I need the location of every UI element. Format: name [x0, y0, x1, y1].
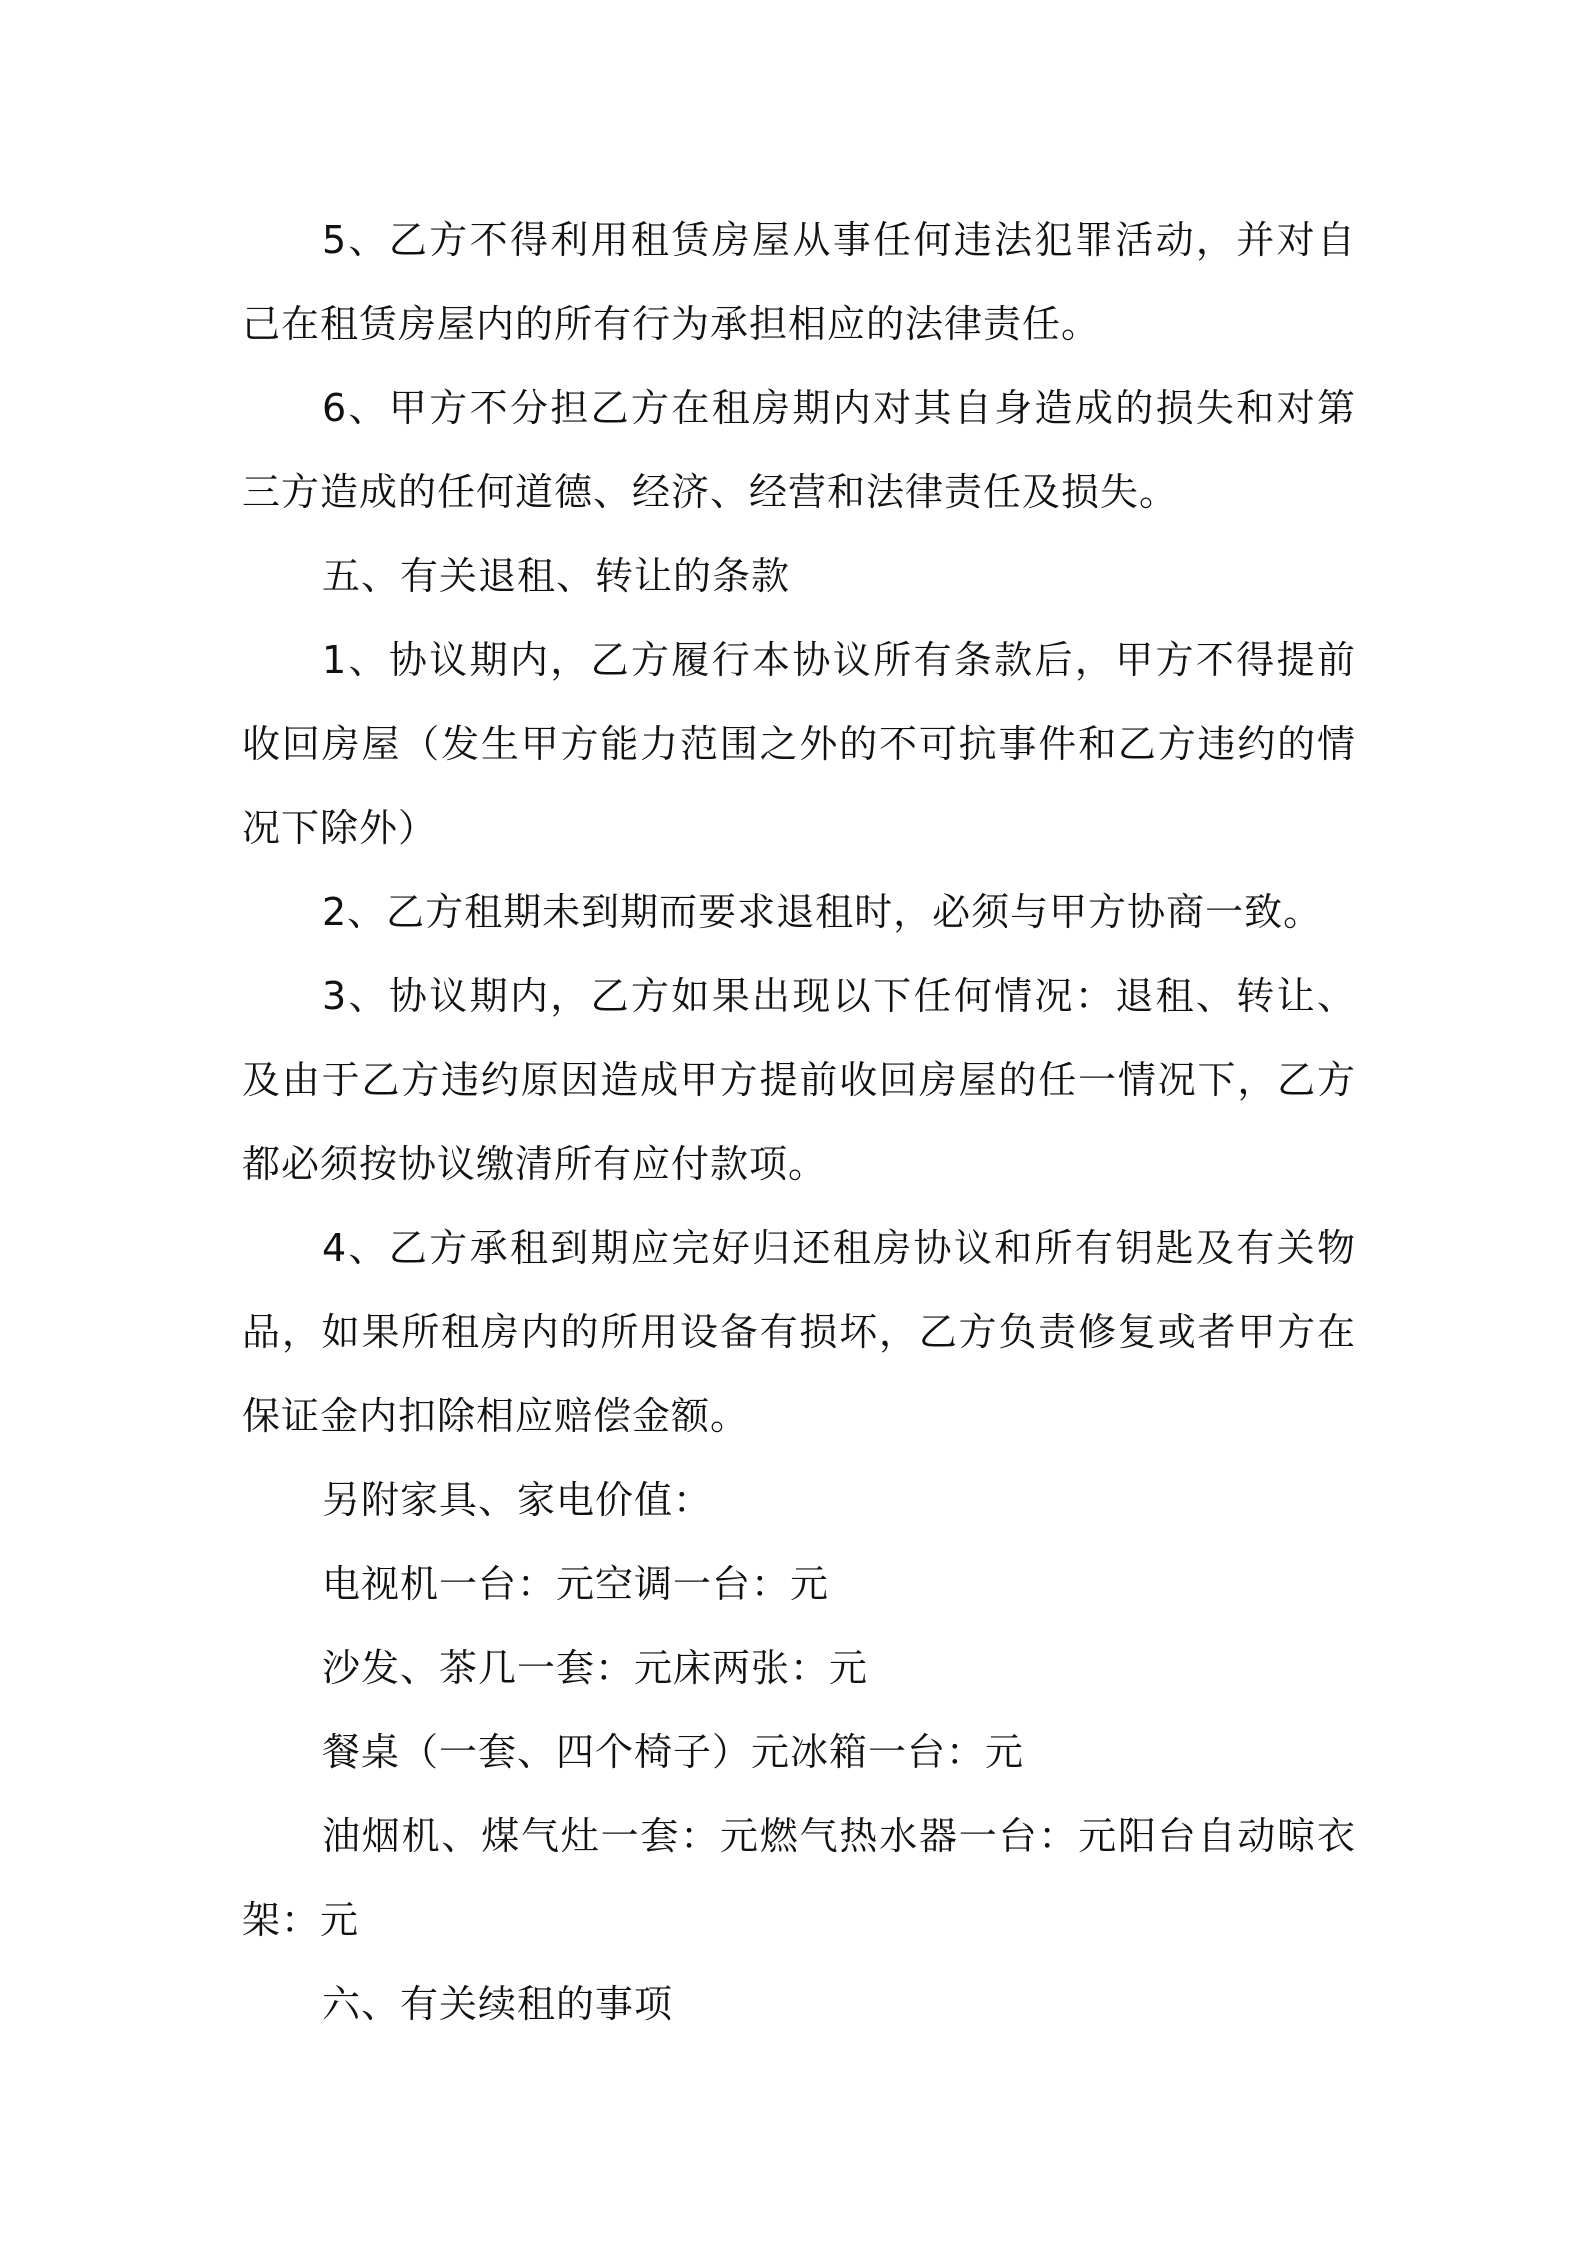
furniture-line-3: 餐桌（一套、四个椅子）元冰箱一台：元: [322, 1730, 1025, 1774]
section-heading-renewal: 六、有关续租的事项: [322, 1982, 674, 2026]
section-heading-termination: 五、有关退租、转让的条款: [322, 554, 791, 598]
document-body: [242, 198, 1356, 2046]
furniture-value-heading: 另附家具、家电价值：: [322, 1478, 713, 1522]
furniture-line-4: 油烟机、煤气灶一套：元燃气热水器一台：元阳台自动晾衣架：元: [242, 1814, 1356, 1942]
clause-6: 6、甲方不分担乙方在租房期内对其自身造成的损失和对第三方造成的任何道德、经济、经营和法律责任及损失。: [242, 386, 1356, 514]
clause-5: 5、乙方不得利用租赁房屋从事任何违法犯罪活动，并对自己在租赁房屋内的所有行为承担相应的法律责任。: [242, 218, 1356, 346]
termination-clause-3: 3、协议期内，乙方如果出现以下任何情况：退租、转让、及由于乙方违约原因造成甲方提前收回房屋的任一情况下，乙方都必须按协议缴清所有应付款项。: [242, 974, 1356, 1186]
furniture-line-2: 沙发、茶几一套：元床两张：元: [322, 1646, 869, 1690]
termination-clause-2: 2、乙方租期未到期而要求退租时，必须与甲方协商一致。: [322, 890, 1323, 934]
furniture-line-1: 电视机一台：元空调一台：元: [322, 1562, 830, 1606]
termination-clause-4: 4、乙方承租到期应完好归还租房协议和所有钥匙及有关物品，如果所租房内的所用设备有损坏，乙方负责修复或者甲方在保证金内扣除相应赔偿金额。: [242, 1226, 1356, 1438]
termination-clause-1: 1、协议期内，乙方履行本协议所有条款后，甲方不得提前收回房屋（发生甲方能力范围之外的不可抗事件和乙方违约的情况下除外）: [242, 638, 1356, 850]
